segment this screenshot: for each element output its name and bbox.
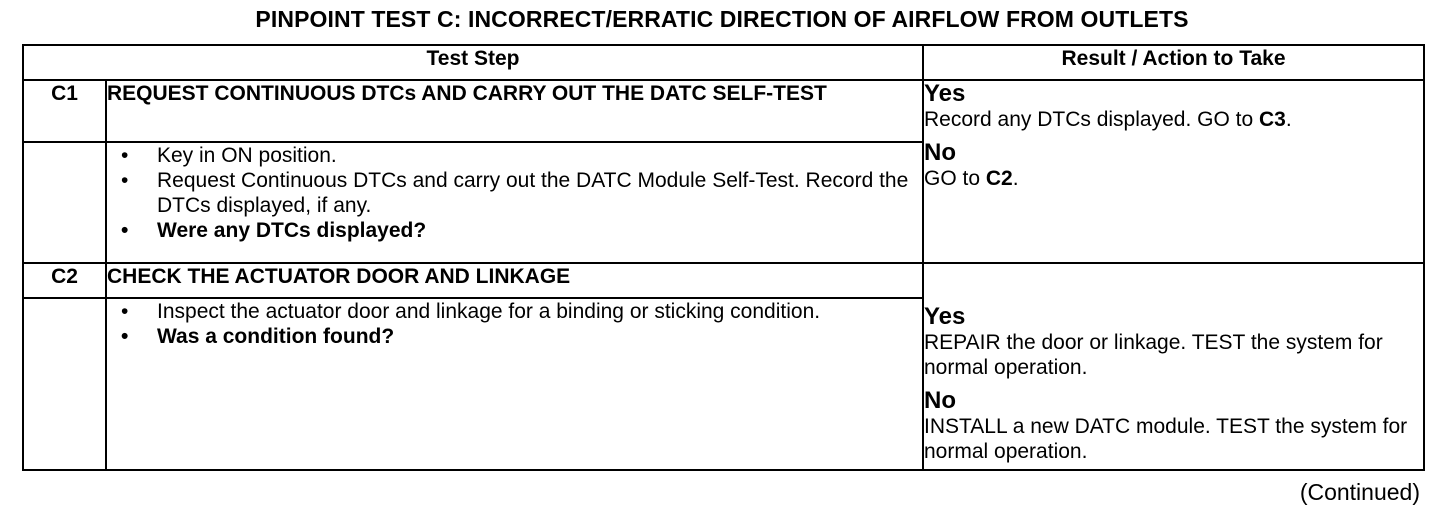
result-yes <box>924 81 1423 132</box>
pinpoint-test-table <box>22 44 1425 471</box>
step-c1-result <box>923 80 1424 263</box>
list-item: • Key in ON position. <box>121 144 337 167</box>
test-step-header: Test Step <box>23 45 923 80</box>
result-no <box>924 140 1423 191</box>
step-id-spacer <box>23 298 106 470</box>
list-item: • Request Continuous DTCs and carry out the DATC Module Self-Test. Record the DTCs displayed, if any. <box>121 169 909 217</box>
result-text: REPAIR the door or linkage. TEST the system for normal operation. <box>924 331 1383 379</box>
result-no <box>924 388 1423 464</box>
result-yes <box>924 304 1423 380</box>
step-title: REQUEST CONTINUOUS DTCs AND CARRY OUT THE DATC SELF-TEST <box>106 80 923 142</box>
continued-note: (Continued) <box>1299 479 1420 505</box>
list-item: • Was a condition found? <box>121 325 395 348</box>
step-id: C1 <box>23 80 106 142</box>
step-c2-title-row <box>23 263 1424 298</box>
result-label: No <box>924 139 956 166</box>
step-bullet-list <box>107 143 922 243</box>
step-reference: C3 <box>1258 108 1286 131</box>
list-item: • Were any DTCs displayed? <box>121 219 427 242</box>
step-body <box>106 142 923 263</box>
result-text: Record any DTCs displayed. GO to C3. <box>924 108 1292 131</box>
step-c1-title-row <box>23 80 1424 142</box>
result-label: No <box>924 387 956 414</box>
step-id: C2 <box>23 263 106 298</box>
result-label: Yes <box>924 80 966 107</box>
step-id-spacer <box>23 142 106 263</box>
table-header-row <box>23 45 1424 80</box>
step-title: CHECK THE ACTUATOR DOOR AND LINKAGE <box>106 263 923 298</box>
result-label: Yes <box>924 303 966 330</box>
result-header: Result / Action to Take <box>923 45 1424 80</box>
list-item: • Inspect the actuator door and linkage for a binding or sticking condition. <box>121 300 821 323</box>
step-bullet-list <box>107 299 922 349</box>
step-reference: C2 <box>985 167 1013 190</box>
result-text: GO to C2. <box>924 167 1019 190</box>
page-title: PINPOINT TEST C: INCORRECT/ERRATIC DIRECTION OF AIRFLOW FROM OUTLETS <box>255 6 1189 32</box>
step-body <box>106 298 923 470</box>
step-c2-result <box>923 263 1424 470</box>
result-text: INSTALL a new DATC module. TEST the system for normal operation. <box>924 415 1408 463</box>
